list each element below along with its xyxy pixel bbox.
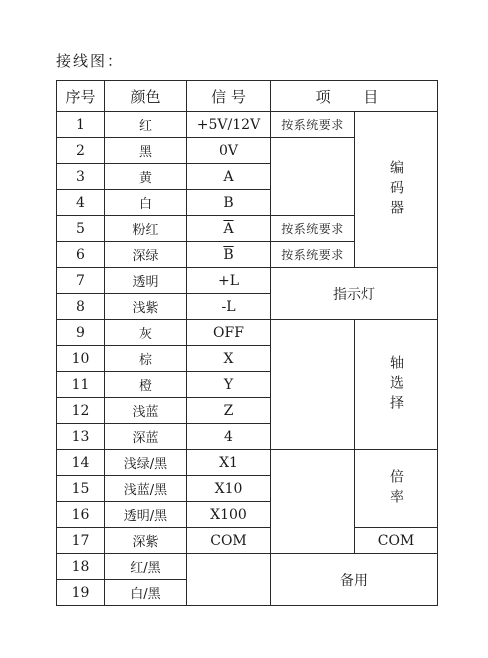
row-index: 11 <box>57 372 105 398</box>
table-row <box>57 112 438 138</box>
row-signal: OFF <box>187 320 271 346</box>
row-index: 1 <box>57 112 105 138</box>
row-signal: X100 <box>187 502 271 528</box>
row-color: 粉红 <box>105 216 187 242</box>
row-signal: -L <box>187 294 271 320</box>
row-index: 12 <box>57 398 105 424</box>
header-row <box>57 81 438 112</box>
row-color: 黄 <box>105 164 187 190</box>
row-color: 棕 <box>105 346 187 372</box>
table-row <box>57 268 438 294</box>
row-index: 10 <box>57 346 105 372</box>
row-signal: COM <box>187 528 271 554</box>
row-signal-inverted: $\overline{B}$ <box>187 242 271 268</box>
table-row <box>57 554 438 580</box>
wiring-table <box>56 80 438 606</box>
row-signal-empty <box>187 554 271 606</box>
row-index: 7 <box>57 268 105 294</box>
row-signal: 0V <box>187 138 271 164</box>
row-color: 深紫 <box>105 528 187 554</box>
group-spare: 备用 <box>271 554 438 606</box>
row-index: 4 <box>57 190 105 216</box>
group-encoder: 编码器 <box>355 112 438 268</box>
row-color: 白/黑 <box>105 580 187 606</box>
row-color: 白 <box>105 190 187 216</box>
row-color: 红/黑 <box>105 554 187 580</box>
row-color: 浅蓝/黑 <box>105 476 187 502</box>
row-color: 深蓝 <box>105 424 187 450</box>
row-index: 5 <box>57 216 105 242</box>
row-signal: Z <box>187 398 271 424</box>
table-row <box>57 528 438 554</box>
row-requirement: 按系统要求 <box>271 216 355 242</box>
table-row <box>57 320 438 346</box>
row-color: 深绿 <box>105 242 187 268</box>
row-color: 浅蓝 <box>105 398 187 424</box>
row-requirement-empty <box>271 138 355 216</box>
row-signal: +L <box>187 268 271 294</box>
header-index: 序号 <box>57 81 105 112</box>
row-color: 浅绿/黑 <box>105 450 187 476</box>
row-color: 红 <box>105 112 187 138</box>
row-signal-inverted: $\overline{A}$ <box>187 216 271 242</box>
row-signal: X <box>187 346 271 372</box>
group-axis-select: 轴选择 <box>355 320 438 450</box>
row-requirement-empty <box>271 320 355 450</box>
row-index: 19 <box>57 580 105 606</box>
row-signal: 4 <box>187 424 271 450</box>
row-index: 18 <box>57 554 105 580</box>
row-signal: X1 <box>187 450 271 476</box>
row-signal: +5V/12V <box>187 112 271 138</box>
row-index: 2 <box>57 138 105 164</box>
row-signal: X10 <box>187 476 271 502</box>
row-index: 15 <box>57 476 105 502</box>
row-index: 9 <box>57 320 105 346</box>
row-signal: B <box>187 190 271 216</box>
row-requirement-empty <box>271 450 355 554</box>
header-signal: 信 号 <box>187 81 271 112</box>
row-color: 灰 <box>105 320 187 346</box>
row-requirement: 按系统要求 <box>271 242 355 268</box>
row-signal: A <box>187 164 271 190</box>
row-index: 17 <box>57 528 105 554</box>
row-index: 16 <box>57 502 105 528</box>
header-color: 颜色 <box>105 81 187 112</box>
row-signal: Y <box>187 372 271 398</box>
group-com: COM <box>355 528 438 554</box>
row-index: 3 <box>57 164 105 190</box>
row-index: 8 <box>57 294 105 320</box>
row-color: 透明 <box>105 268 187 294</box>
group-indicator: 指示灯 <box>271 268 438 320</box>
row-index: 13 <box>57 424 105 450</box>
group-multiplier: 倍率 <box>355 450 438 528</box>
table-row <box>57 450 438 476</box>
row-requirement: 按系统要求 <box>271 112 355 138</box>
page-title: 接线图： <box>56 52 125 70</box>
header-item: 项 目 <box>271 81 438 112</box>
row-index: 14 <box>57 450 105 476</box>
row-index: 6 <box>57 242 105 268</box>
row-color: 橙 <box>105 372 187 398</box>
row-color: 透明/黑 <box>105 502 187 528</box>
row-color: 浅紫 <box>105 294 187 320</box>
row-color: 黑 <box>105 138 187 164</box>
